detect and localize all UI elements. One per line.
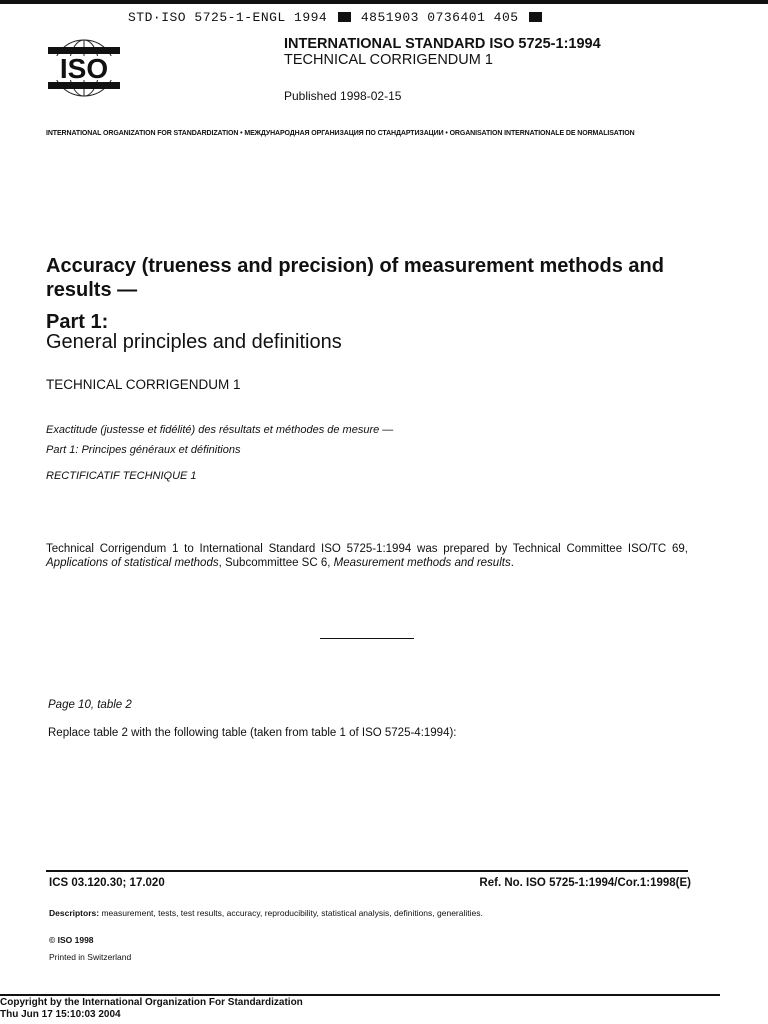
document-title: Accuracy (trueness and precision) of measurement methods and results —	[46, 255, 664, 301]
document-id-part1: STD·ISO 5725-1-ENGL 1994	[128, 10, 328, 25]
footer-rule	[46, 870, 688, 872]
organization-line: INTERNATIONAL ORGANIZATION FOR STANDARDIZATION • МЕЖДУНАРОДНАЯ ОРГАНИЗАЦИЯ ПО СТАНДАРТИЗАЦИИ • ORGANISATION INTERNATIONALE DE NORMALISATION	[46, 130, 635, 137]
page-footer-timestamp: Thu Jun 17 15:10:03 2004	[0, 1009, 121, 1020]
iso-logo-text: ISO	[59, 53, 109, 84]
committee-name: Applications of statistical methods	[46, 557, 219, 569]
replace-instruction: Replace table 2 with the following table (taken from table 1 of ISO 5725-4:1994):	[48, 727, 457, 739]
standard-title: INTERNATIONAL STANDARD ISO 5725-1:1994	[284, 36, 601, 52]
paragraph-text: Technical Corrigendum 1 to International Standard ISO 5725-1:1994 was prepared by Technical Committee ISO/TC 69,	[46, 543, 688, 555]
top-rule	[0, 0, 768, 4]
iso-globe-icon	[40, 38, 128, 98]
iso-logo	[40, 38, 128, 98]
french-part: Part 1: Principes généraux et définitions	[46, 444, 241, 456]
part-subtitle: General principles and definitions	[46, 331, 342, 353]
descriptors-line	[49, 908, 483, 918]
corrigendum-heading: TECHNICAL CORRIGENDUM 1	[46, 377, 241, 392]
descriptors-text: measurement, tests, test results, accuracy, reproducibility, statistical analysis, definitions, generalities.	[99, 908, 483, 918]
section-divider	[320, 638, 414, 639]
corrigendum-paragraph	[46, 542, 688, 570]
descriptors-label: Descriptors:	[49, 908, 100, 918]
subcommittee-name: Measurement methods and results	[333, 557, 511, 569]
document-id-part2: 4851903 0736401 405	[360, 10, 519, 25]
standard-subtitle: TECHNICAL CORRIGENDUM 1	[284, 52, 493, 68]
french-rectificatif: RECTIFICATIF TECHNIQUE 1	[46, 470, 197, 482]
paragraph-text: , Subcommittee SC 6,	[218, 557, 334, 569]
paragraph-text: .	[510, 557, 514, 569]
printed-in: Printed in Switzerland	[49, 952, 132, 962]
reference-number: Ref. No. ISO 5725-1:1994/Cor.1:1998(E)	[479, 877, 691, 889]
redaction-block	[338, 12, 351, 22]
ics-code: ICS 03.120.30; 17.020	[49, 877, 165, 889]
iso-copyright: © ISO 1998	[49, 935, 94, 945]
page-footer-rule	[0, 994, 720, 996]
page-footer-copyright: Copyright by the International Organization For Standardization	[0, 997, 303, 1008]
french-title: Exactitude (justesse et fidélité) des résultats et méthodes de mesure —	[46, 424, 394, 436]
redaction-block	[529, 12, 542, 22]
page-reference: Page 10, table 2	[48, 699, 132, 711]
document-id-line	[128, 10, 544, 25]
part-label: Part 1:	[46, 311, 109, 333]
publication-date: Published 1998-02-15	[284, 89, 402, 103]
